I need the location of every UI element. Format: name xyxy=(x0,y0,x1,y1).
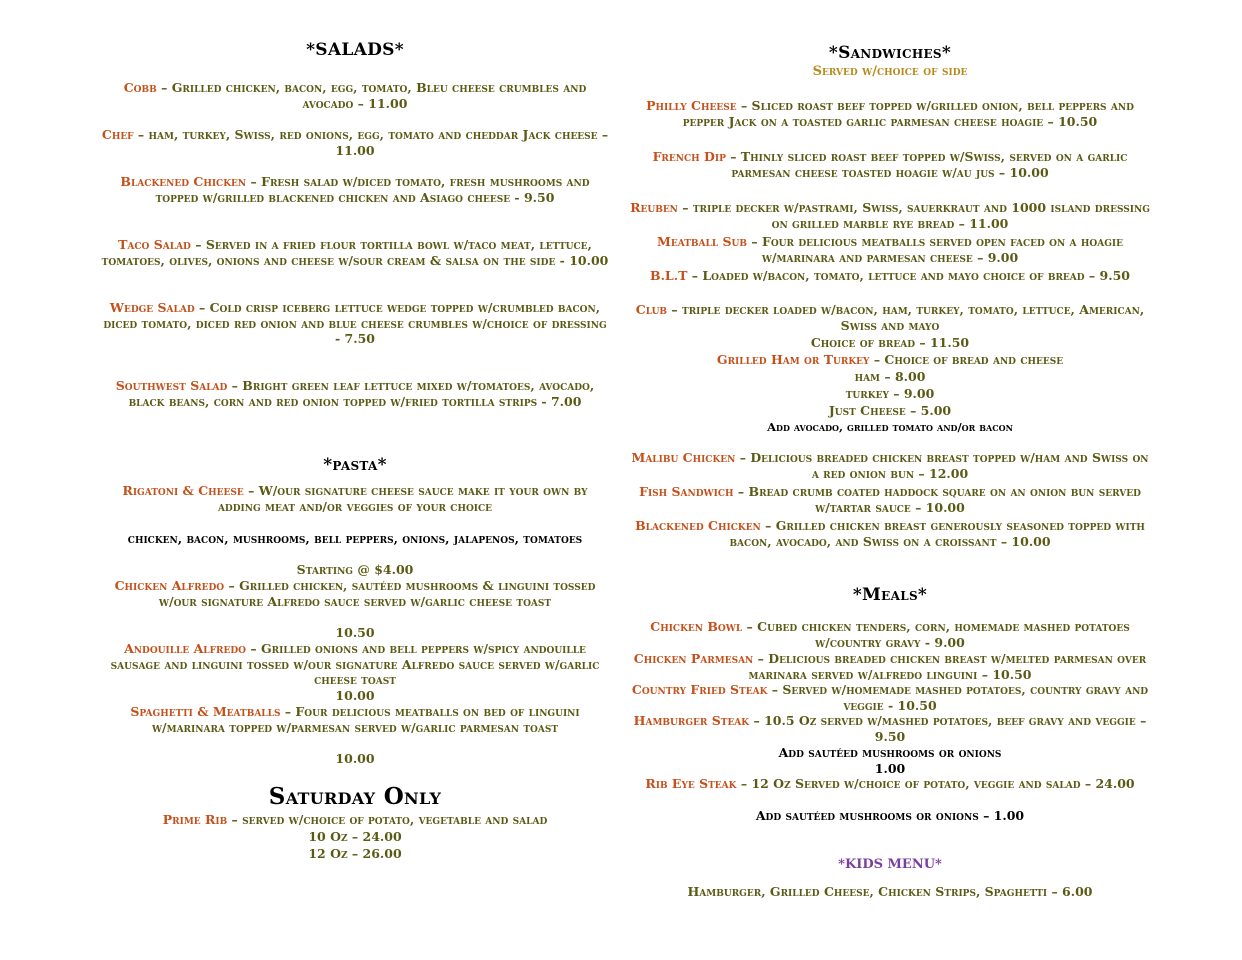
item-desc: – Bread crumb coated haddock square on an onion bun served w/tartar sauce – 10.00 xyxy=(733,484,1141,515)
item-name: Hamburger Steak xyxy=(633,713,750,728)
item-name: French Dip xyxy=(652,149,726,164)
menu-item-spaghetti-meatballs xyxy=(100,704,610,735)
menu-item-blt xyxy=(630,268,1150,284)
kids-menu-heading: *KIDS MENU* xyxy=(838,857,942,872)
grilled-add-ons: Add avocado, grilled tomato and/or bacon xyxy=(767,420,1013,434)
saturday-heading: Saturday Only xyxy=(268,783,442,810)
item-desc: – Grilled onions and bell peppers w/spicy andouille sausage and linguini tossed w/our signature Alfredo sauce served w/garlic cheese toast xyxy=(110,641,600,688)
item-name: Rib Eye Steak xyxy=(645,776,737,791)
item-name: Philly Cheese xyxy=(646,98,737,113)
item-desc: – triple decker w/pastrami, Swiss, sauerkraut and 1000 island dressing on grilled marble rye bread – 11.00 xyxy=(677,200,1150,231)
item-desc: – Thinly sliced roast beef topped w/Swiss, served on a garlic parmesan cheese toasted hoagie w/au jus – 10.00 xyxy=(725,149,1128,180)
item-desc: – Delicious breaded chicken breast topped w/ham and Swiss on a red onion bun – 12.00 xyxy=(735,450,1149,481)
item-desc: – Four delicious meatballs on bed of linguini w/marinara topped w/parmesan served w/garlic parmesan toast xyxy=(151,704,580,735)
meals-heading: *Meals* xyxy=(852,585,928,605)
item-desc: – Grilled chicken, bacon, egg, tomato, Bleu cheese crumbles and avocado – 11.00 xyxy=(156,80,587,111)
item-desc: – Served in a fried flour tortilla bowl w/taco meat, lettuce, tomatoes, olives, onions and cheese w/sour cream & salsa on the side - 10.00 xyxy=(101,237,609,268)
item-name: B.L.T xyxy=(650,268,688,283)
menu-item-andouille-alfredo xyxy=(100,641,610,688)
prime-rib-price-12oz: 12 Oz – 26.00 xyxy=(308,846,402,861)
item-desc: – served w/choice of potato, vegetable and salad xyxy=(227,812,548,827)
menu-item-chef xyxy=(100,127,610,158)
menu-item-country-fried-steak xyxy=(630,682,1150,713)
item-desc: – 12 Oz Served w/choice of potato, veggie and salad – 24.00 xyxy=(736,776,1135,791)
kids-menu-items: Hamburger, Grilled Cheese, Chicken Strips, Spaghetti – 6.00 xyxy=(687,884,1093,899)
sandwiches-heading: *Sandwiches* xyxy=(828,43,952,63)
rigatoni-price: Starting @ $4.00 xyxy=(296,562,414,577)
spaghetti-meatballs-price: 10.00 xyxy=(335,751,375,766)
menu-item-chicken-bowl xyxy=(630,619,1150,650)
menu-item-meatball-sub xyxy=(630,234,1150,265)
item-desc: – Four delicious meatballs served open faced on a hoagie w/marinara and parmesan cheese – 9.00 xyxy=(746,234,1123,265)
menu-item-blackened-chicken-salad xyxy=(100,174,610,205)
item-name: Blackened Chicken xyxy=(635,518,761,533)
rigatoni-options: chicken, bacon, mushrooms, bell peppers, onions, jalapenos, tomatoes xyxy=(127,531,583,546)
item-name: Grilled Ham or Turkey xyxy=(716,352,870,367)
item-desc: – 10.5 Oz served w/mashed potatoes, beef gravy and veggie – 9.50 xyxy=(749,713,1147,744)
menu-item-grilled-ham-turkey xyxy=(630,352,1150,368)
menu-item-french-dip xyxy=(630,149,1150,180)
item-name: Chicken Parmesan xyxy=(633,651,754,666)
item-name: Malibu Chicken xyxy=(631,450,736,465)
hamburger-steak-add-on-price: 1.00 xyxy=(874,761,906,776)
menu-item-taco-salad xyxy=(100,237,610,268)
pasta-heading: *pasta* xyxy=(323,455,387,475)
menu-item-fish-sandwich xyxy=(630,484,1150,515)
menu-item-chicken-parmesan xyxy=(630,651,1150,682)
item-name: Meatball Sub xyxy=(657,234,747,249)
item-name: Spaghetti & Meatballs xyxy=(130,704,281,719)
item-desc: – Fresh salad w/diced tomato, fresh mushrooms and topped w/grilled blackened chicken and Asiago cheese - 9.50 xyxy=(155,174,590,205)
item-desc: – W/our signature cheese sauce make it your own by adding meat and/or veggies of your choice xyxy=(217,483,588,514)
menu-item-blackened-chicken-sandwich xyxy=(630,518,1150,549)
item-desc: – Sliced roast beef topped w/grilled onion, bell peppers and pepper Jack on a toasted garlic parmesan cheese hoagie – 10.50 xyxy=(682,98,1134,129)
item-name: Chicken Bowl xyxy=(650,619,743,634)
item-name: Club xyxy=(635,302,668,317)
rib-eye-add-on: Add sautéed mushrooms or onions – 1.00 xyxy=(755,808,1025,823)
just-cheese-price: Just Cheese – 5.00 xyxy=(828,403,952,418)
menu-item-rigatoni xyxy=(100,483,610,514)
item-name: Cobb xyxy=(123,80,157,95)
menu-item-club xyxy=(630,302,1150,333)
menu-item-philly-cheese xyxy=(630,98,1150,129)
club-price: Choice of bread – 11.50 xyxy=(810,335,970,350)
item-name: Southwest Salad xyxy=(115,378,228,393)
item-name: Reuben xyxy=(630,200,678,215)
item-name: Chicken Alfredo xyxy=(114,578,225,593)
menu-item-prime-rib xyxy=(100,812,610,828)
item-name: Taco Salad xyxy=(118,237,191,252)
item-name: Fish Sandwich xyxy=(639,484,734,499)
menu-item-southwest-salad xyxy=(100,378,610,409)
item-desc: – Loaded w/bacon, tomato, lettuce and mayo choice of bread – 9.50 xyxy=(687,268,1130,283)
grilled-turkey-price: turkey – 9.00 xyxy=(845,386,935,401)
item-name: Blackened Chicken xyxy=(120,174,247,189)
item-desc: – Grilled chicken, sautéed mushrooms & linguini tossed w/our signature Alfredo sauce served w/garlic cheese toast xyxy=(158,578,596,609)
item-name: Wedge Salad xyxy=(109,300,195,315)
prime-rib-price-10oz: 10 Oz – 24.00 xyxy=(308,829,402,844)
menu-item-malibu-chicken xyxy=(630,450,1150,481)
item-desc: – ham, turkey, Swiss, red onions, egg, tomato and cheddar Jack cheese – 11.00 xyxy=(133,127,609,158)
item-name: Rigatoni & Cheese xyxy=(122,483,244,498)
item-desc: – Cubed chicken tenders, corn, homemade mashed potatoes w/country gravy - 9.00 xyxy=(742,619,1130,650)
item-name: Chef xyxy=(101,127,134,142)
item-name: Prime Rib xyxy=(162,812,228,827)
menu-item-hamburger-steak xyxy=(630,713,1150,744)
menu-item-chicken-alfredo xyxy=(100,578,610,609)
item-desc: – Choice of bread and cheese xyxy=(869,352,1064,367)
menu-item-cobb xyxy=(100,80,610,111)
item-desc: – Delicious breaded chicken breast w/melted parmesan over marinara served w/alfredo linguini – 10.50 xyxy=(748,651,1147,682)
chicken-alfredo-price: 10.50 xyxy=(335,625,375,640)
salads-heading: *SALADS* xyxy=(306,40,404,60)
sandwiches-subheading: Served w/choice of side xyxy=(812,64,968,79)
hamburger-steak-add-on: Add sautéed mushrooms or onions xyxy=(778,745,1002,760)
item-desc: – triple decker loaded w/bacon, ham, turkey, tomato, lettuce, American, Swiss and mayo xyxy=(667,302,1145,333)
menu-item-reuben xyxy=(630,200,1150,231)
item-name: Andouille Alfredo xyxy=(124,641,246,656)
menu-item-wedge-salad xyxy=(100,300,610,347)
menu-item-rib-eye-steak xyxy=(630,776,1150,792)
item-name: Country Fried Steak xyxy=(631,682,768,697)
item-desc: – Bright green leaf lettuce mixed w/tomatoes, avocado, black beans, corn and red onion topped w/fried tortilla strips - 7.00 xyxy=(128,378,595,409)
item-desc: – Grilled chicken breast generously seasoned topped with bacon, avocado, and Swiss on a croissant – 10.00 xyxy=(729,518,1145,549)
andouille-alfredo-price: 10.00 xyxy=(335,688,375,703)
item-desc: – Served w/homemade mashed potatoes, country gravy and veggie - 10.50 xyxy=(767,682,1149,713)
grilled-ham-price: ham – 8.00 xyxy=(854,369,926,384)
item-desc: – Cold crisp iceberg lettuce wedge topped w/crumbled bacon, diced tomato, diced red onion and blue cheese crumbles w/choice of dressing - 7.50 xyxy=(103,300,607,347)
